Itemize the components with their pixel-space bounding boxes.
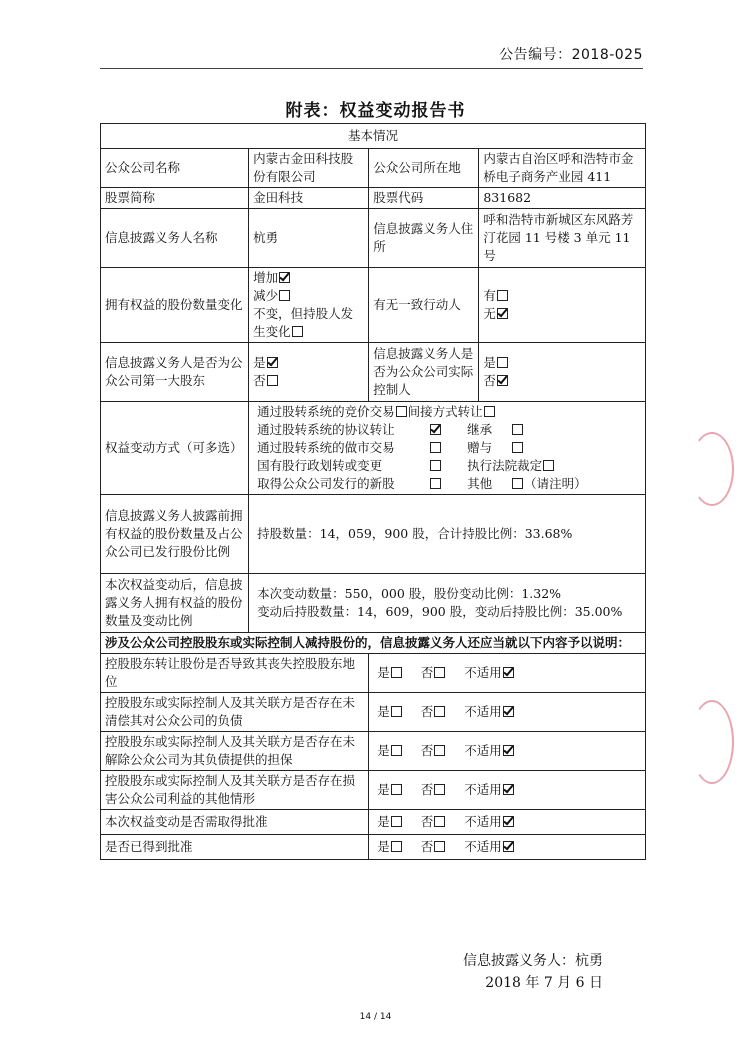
- controller-options: [479, 343, 646, 402]
- question-text: 控股股东或实际控制人及其关联方是否存在未解除公众公司为其负债提供的担保: [101, 732, 369, 771]
- obligor-address-value: 呼和浩特市新城区东风路芳汀花园 11 号楼 3 单元 11 号: [479, 209, 646, 268]
- option-label: 是: [483, 355, 496, 370]
- method-gift-label: 赠与: [467, 440, 493, 455]
- question-text: 控股股东转让股份是否导致其丧失控股股东地位: [101, 654, 369, 693]
- answer-label: 否: [420, 814, 434, 829]
- answer-no: [421, 813, 447, 831]
- header-divider: [100, 68, 643, 69]
- answer-no-checkbox[interactable]: [434, 667, 445, 678]
- answer-na-checkbox[interactable]: [503, 706, 514, 717]
- answer-yes: [377, 742, 403, 760]
- answer-no-checkbox[interactable]: [434, 784, 445, 795]
- option-label: 否: [483, 373, 496, 388]
- stock-abbr-label: 股票简称: [101, 188, 249, 209]
- answer-label: 否: [420, 665, 434, 680]
- question-answers: [369, 810, 646, 835]
- answer-no: [421, 838, 447, 856]
- option-label: 有: [483, 288, 496, 303]
- table-row: [101, 343, 646, 402]
- signature-name: 信息披露义务人：杭勇: [463, 953, 603, 969]
- option-label: 不变，但持股人发生变化: [253, 306, 354, 339]
- method-other-checkbox[interactable]: [512, 478, 523, 489]
- answer-no-checkbox[interactable]: [434, 745, 445, 756]
- answer-na: [464, 703, 515, 721]
- question-text: 控股股东或实际控制人及其关联方是否存在损害公众公司利益的其他情形: [101, 771, 369, 810]
- share-change-label: 拥有权益的股份数量变化: [101, 268, 249, 343]
- method-options: [249, 402, 646, 495]
- answer-na: [464, 781, 515, 799]
- method-agreement-label: 通过股转系统的协议转让: [257, 422, 395, 437]
- method-gift-checkbox[interactable]: [512, 442, 523, 453]
- equity-change-table: [100, 123, 646, 860]
- table-row: [101, 495, 646, 574]
- answer-label: 是: [377, 839, 390, 854]
- method-agreement-checkbox[interactable]: [430, 424, 441, 435]
- share-increase-checkbox[interactable]: [279, 272, 290, 283]
- section-basic-info: 基本情况: [101, 124, 646, 149]
- share-decrease-checkbox[interactable]: [279, 290, 290, 301]
- option-label: 无: [483, 306, 496, 321]
- method-court-checkbox[interactable]: [543, 460, 554, 471]
- company-name-value: 内蒙古金田科技股份有限公司: [249, 149, 369, 188]
- answer-no-checkbox[interactable]: [434, 816, 445, 827]
- method-court-label: 执行法院裁定: [467, 458, 543, 473]
- table-row: [101, 771, 646, 810]
- answer-no-checkbox[interactable]: [434, 706, 445, 717]
- obligor-name-label: 信息披露义务人名称: [101, 209, 249, 268]
- signature-block: [463, 950, 603, 994]
- table-row: [101, 654, 646, 693]
- table-row: [101, 835, 646, 860]
- after-change-amount: 本次变动数量：550，000 股，股份变动比例：1.32%: [257, 586, 562, 601]
- answer-label: 是: [377, 743, 390, 758]
- answer-na-checkbox[interactable]: [503, 667, 514, 678]
- answer-yes-checkbox[interactable]: [391, 784, 402, 795]
- signature-date: 2018 年 7 月 6 日: [485, 975, 603, 991]
- method-auction-label: 通过股转系统的竞价交易: [257, 404, 395, 419]
- obligor-name-value: 杭勇: [249, 209, 369, 268]
- method-stateowned-checkbox[interactable]: [430, 460, 441, 471]
- answer-yes: [377, 813, 403, 831]
- answer-label: 不适用: [464, 839, 502, 854]
- option-label: 减少: [253, 288, 279, 303]
- answer-na: [464, 838, 515, 856]
- table-row: [101, 810, 646, 835]
- largest-holder-no-checkbox[interactable]: [267, 375, 278, 386]
- answer-label: 是: [377, 704, 390, 719]
- option-label: 否: [253, 373, 266, 388]
- concert-options: [479, 268, 646, 343]
- stock-code-value: 831682: [479, 188, 646, 209]
- option-label: 是: [253, 355, 266, 370]
- after-holdings-value: [249, 574, 646, 633]
- method-other-label: 其他: [467, 476, 493, 491]
- obligor-address-label: 信息披露义务人住所: [369, 209, 479, 268]
- largest-holder-options: [249, 343, 369, 402]
- option-label: 增加: [253, 270, 279, 285]
- method-marketmaking-label: 通过股转系统的做市交易: [257, 440, 395, 455]
- answer-label: 否: [420, 704, 434, 719]
- answer-label: 否: [420, 782, 434, 797]
- answer-label: 不适用: [464, 782, 502, 797]
- controlling-holder-notice: 涉及公众公司控股股东或实际控制人减持股份的，信息披露义务人还应当就以下内容予以说明：: [101, 633, 646, 654]
- concert-label: 有无一致行动人: [369, 268, 479, 343]
- stock-code-label: 股票代码: [369, 188, 479, 209]
- answer-no: [421, 703, 447, 721]
- answer-na-checkbox[interactable]: [503, 816, 514, 827]
- answer-label: 是: [377, 814, 390, 829]
- question-answers: [369, 732, 646, 771]
- question-answers: [369, 771, 646, 810]
- table-row: [101, 574, 646, 633]
- answer-na-checkbox[interactable]: [503, 745, 514, 756]
- concert-yes-checkbox[interactable]: [497, 290, 508, 301]
- answer-yes-checkbox[interactable]: [391, 841, 402, 852]
- method-inherit-checkbox[interactable]: [512, 424, 523, 435]
- table-row: [101, 149, 646, 188]
- answer-no: [421, 781, 447, 799]
- answer-label: 是: [377, 782, 390, 797]
- after-holding-amount: 变动后持股数量：14，609，900 股，变动后持股比例：35.00%: [257, 604, 623, 619]
- answer-no-checkbox[interactable]: [434, 841, 445, 852]
- method-label: 权益变动方式（可多选）: [101, 402, 249, 495]
- answer-yes-checkbox[interactable]: [391, 706, 402, 717]
- answer-yes-checkbox[interactable]: [391, 667, 402, 678]
- stock-abbr-value: 金田科技: [249, 188, 369, 209]
- method-auction-checkbox[interactable]: [396, 406, 407, 417]
- answer-label: 否: [420, 743, 434, 758]
- answer-no: [421, 742, 447, 760]
- answer-yes: [377, 838, 403, 856]
- largest-holder-yes-checkbox[interactable]: [267, 357, 278, 368]
- answer-no: [421, 664, 447, 682]
- controller-no-checkbox[interactable]: [497, 375, 508, 386]
- answer-label: 不适用: [464, 814, 502, 829]
- table-row: [101, 268, 646, 343]
- answer-label: 不适用: [464, 704, 502, 719]
- document-title: 附表：权益变动报告书: [285, 101, 466, 121]
- table-row: [101, 188, 646, 209]
- notice-number: 公告编号：2018-025: [499, 47, 643, 63]
- method-inherit-label: 继承: [467, 422, 493, 437]
- method-indirect-label: 间接方式转让: [407, 404, 483, 419]
- page-number: 14 / 14: [359, 1012, 392, 1022]
- question-text: 本次权益变动是否需取得批准: [101, 810, 369, 835]
- answer-na-checkbox[interactable]: [503, 841, 514, 852]
- after-holdings-label: 本次权益变动后，信息披露义务人拥有权益的股份数量及变动比例: [101, 574, 249, 633]
- company-location-label: 公众公司所在地: [369, 149, 479, 188]
- method-stateowned-label: 国有股行政划转或变更: [257, 458, 383, 473]
- question-answers: [369, 654, 646, 693]
- answer-na: [464, 664, 515, 682]
- before-holdings-value: 持股数量：14，059，900 股，合计持股比例：33.68%: [249, 495, 646, 574]
- answer-yes-checkbox[interactable]: [391, 745, 402, 756]
- answer-yes: [377, 781, 403, 799]
- company-location-value: 内蒙古自治区呼和浩特市金桥电子商务产业园 411: [479, 149, 646, 188]
- table-row: [101, 693, 646, 732]
- method-other-note: （请注明）: [524, 476, 587, 491]
- concert-no-checkbox[interactable]: [497, 308, 508, 319]
- method-indirect-checkbox[interactable]: [484, 406, 495, 417]
- table-row: [101, 732, 646, 771]
- seal-stamp-fragment: [690, 700, 734, 784]
- before-holdings-label: 信息披露义务人披露前拥有权益的股份数量及占公众公司已发行股份比例: [101, 495, 249, 574]
- table-row: [101, 402, 646, 495]
- share-unchanged-checkbox[interactable]: [292, 326, 303, 337]
- answer-yes: [377, 664, 403, 682]
- question-text: 是否已得到批准: [101, 835, 369, 860]
- answer-label: 不适用: [464, 743, 502, 758]
- answer-label: 不适用: [464, 665, 502, 680]
- controller-yes-checkbox[interactable]: [497, 357, 508, 368]
- controller-label: 信息披露义务人是否为公众公司实际控制人: [369, 343, 479, 402]
- largest-holder-label: 信息披露义务人是否为公众公司第一大股东: [101, 343, 249, 402]
- question-answers: [369, 693, 646, 732]
- company-name-label: 公众公司名称: [101, 149, 249, 188]
- answer-na-checkbox[interactable]: [503, 784, 514, 795]
- method-newshares-label: 取得公众公司发行的新股: [257, 476, 395, 491]
- answer-na: [464, 813, 515, 831]
- seal-stamp-fragment: [690, 432, 734, 506]
- question-text: 控股股东或实际控制人及其关联方是否存在未清偿其对公众公司的负债: [101, 693, 369, 732]
- share-change-options: [249, 268, 369, 343]
- answer-label: 是: [377, 665, 390, 680]
- answer-label: 否: [420, 839, 434, 854]
- answer-na: [464, 742, 515, 760]
- method-newshares-checkbox[interactable]: [430, 478, 441, 489]
- answer-yes-checkbox[interactable]: [391, 816, 402, 827]
- table-row: [101, 209, 646, 268]
- question-answers: [369, 835, 646, 860]
- answer-yes: [377, 703, 403, 721]
- method-marketmaking-checkbox[interactable]: [430, 442, 441, 453]
